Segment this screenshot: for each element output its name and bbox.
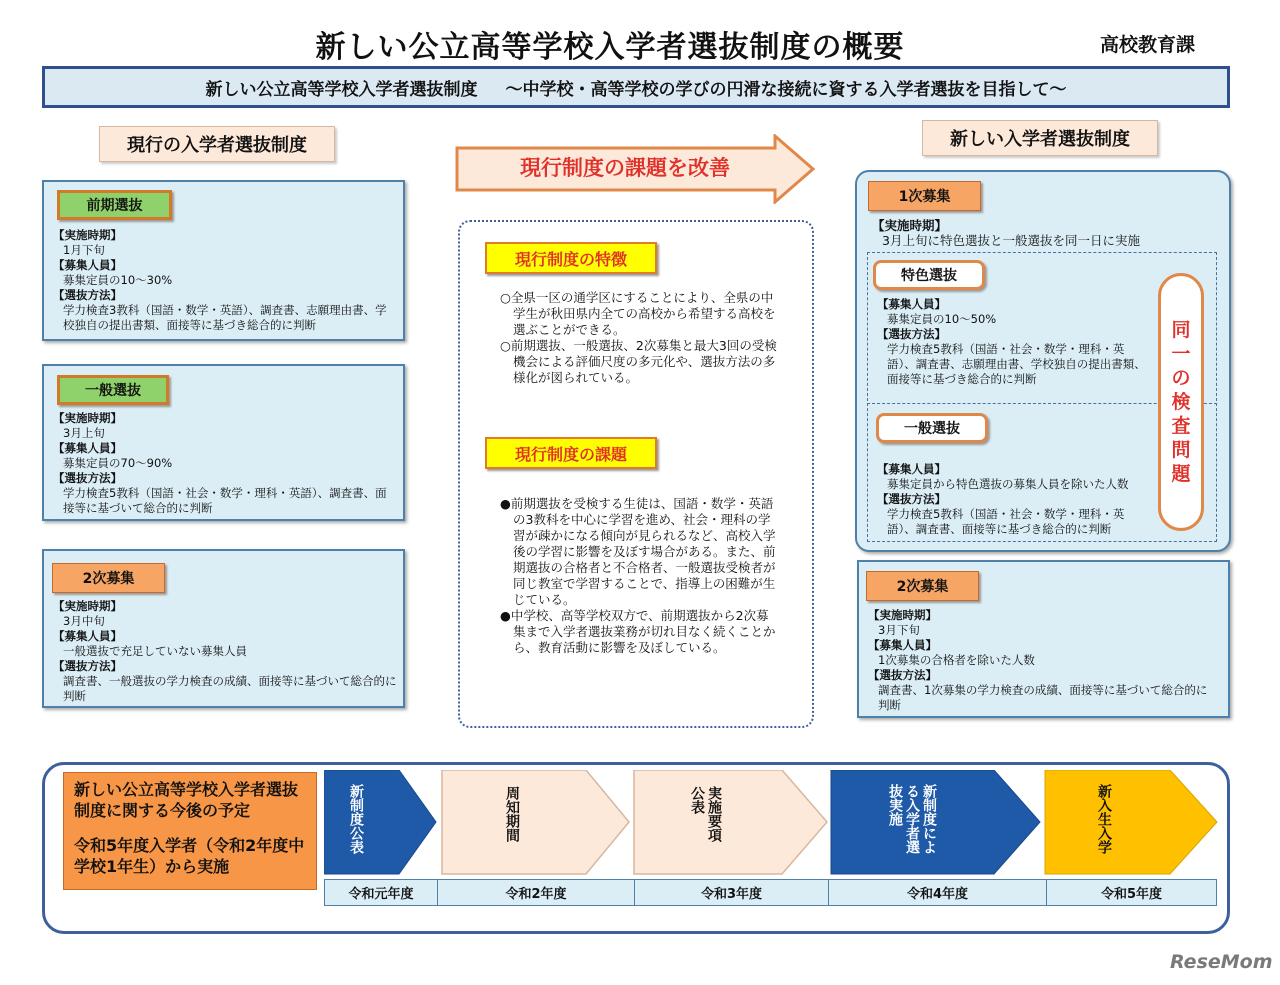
general-v1: 3月上旬 [63,426,105,440]
feature-1: ○全県一区の通学区にすることにより、全県の中学生が秋田県内全ての高校から希望する高校を選ぶことができる。 [500,290,776,337]
step-5-label: 新入生入学 [1096,784,1112,854]
step-4-label: 新制度による入学者選抜実施 [887,784,937,854]
general-v3: 学力検査5教科（国語・社会・数学・理科・英語）、調査書、面接等に基づいて総合的に判断 [63,486,387,515]
schedule-label [63,772,317,890]
step-arrow-2 [442,770,629,874]
department-label: 高校教育課 [1100,34,1196,56]
new-general-h2: 【募集人員】 [877,462,946,476]
same-char-7: 題 [1171,463,1191,485]
new-second-recruit-info [868,608,1218,713]
general-h2: 【募集人員】 [53,441,122,455]
same-char-3: の [1171,367,1191,389]
special-v2: 募集定員の10～50% [887,312,997,326]
improve-arrow-label: 現行制度の課題を改善 [520,156,730,180]
new-second-v2: 1次募集の合格者を除いた人数 [878,653,1035,667]
special-selection-info [877,297,1152,387]
year-1: 令和元年度 [325,880,438,905]
general-selection-tag: 一般選抜 [57,375,169,405]
second-h1: 【実施時期】 [53,599,122,613]
same-char-5: 査 [1171,415,1191,437]
new-second-v3: 調査書、1次募集の学力検査の成績、面接等に基づいて総合的に判断 [878,683,1208,712]
new-general-h3: 【選抜方法】 [877,492,946,506]
early-v2: 募集定員の10～30% [63,273,173,287]
step-arrow-1 [324,770,436,874]
step-3-label: 実施要項公表 [689,786,722,842]
same-exam-badge [1158,273,1204,531]
special-selection-tag: 特色選抜 [873,260,985,290]
early-h1: 【実施時期】 [53,228,122,242]
features-text [500,290,778,386]
new-general-selection-tag: 一般選抜 [876,413,988,443]
special-h3: 【選抜方法】 [877,327,946,341]
general-selection-info [53,411,398,516]
step-arrow-3 [634,770,827,874]
new-general-v3: 学力検査5教科（国語・社会・数学・理科・英語）、調査書、面接等に基づき総合的に判断 [887,507,1125,536]
first-recruit-info [872,218,1212,248]
early-h2: 【募集人員】 [53,258,122,272]
banner-left: 新しい公立高等学校入学者選抜制度 [205,79,478,100]
second-v2: 一般選抜で充足していない募集人員 [63,644,247,658]
year-5: 令和5年度 [1100,887,1163,902]
current-system-label: 現行の入学者選抜制度 [99,126,335,162]
same-char-1: 同 [1171,319,1191,341]
schedule-label-start: 令和5年度入学者（令和2年度中学校1年生）から実施 [74,836,305,876]
general-v2: 募集定員の70～90% [63,456,173,470]
new-general-selection-info [877,462,1152,537]
step-1-label: 新制度公表 [348,784,364,854]
same-char-6: 問 [1171,439,1191,461]
second-h3: 【選抜方法】 [53,659,122,673]
new-second-v1: 3月下旬 [878,623,920,637]
issue-1: ●前期選抜を受検する生徒は、国語・数学・英語の3教科を中心に学習を進め、社会・理科の学習が疎かになる傾向が見られるなど、高校入学後の学習に影響を及ぼす場合がある。また、前期選抜の合格者と不合格者、一般選抜受検者が同じ教室で学習することで、指導上の困難が生じている。 [500,496,776,607]
early-h3: 【選抜方法】 [53,288,122,302]
second-h2: 【募集人員】 [53,629,122,643]
first-v1: 3月上旬に特色選抜と一般選抜を同一日に実施 [882,233,1140,248]
second-v1: 3月中旬 [63,614,105,628]
new-second-h3: 【選抜方法】 [868,668,937,682]
step-2-label: 周知期間 [504,786,520,842]
features-tag: 現行制度の特徴 [485,242,657,274]
issues-text [500,496,780,656]
second-recruit-tag: 2次募集 [52,563,165,593]
subtitle-banner [42,66,1230,108]
new-second-h2: 【募集人員】 [868,638,937,652]
first-h1: 【実施時期】 [872,218,948,233]
resemom-logo: ReseMom [1170,951,1273,973]
second-recruit-info [53,599,398,704]
general-h1: 【実施時期】 [53,411,122,425]
page-title: 新しい公立高等学校入学者選抜制度の概要 [315,30,905,65]
new-general-v2: 募集定員から特色選抜の募集人員を除いた人数 [887,477,1129,491]
general-h3: 【選抜方法】 [53,471,122,485]
second-v3: 調査書、一般選抜の学力検査の成績、面接等に基づいて総合的に判断 [63,674,397,703]
special-h2: 【募集人員】 [877,297,946,311]
new-second-recruit-tag: 2次募集 [866,571,979,601]
early-v3: 学力検査3教科（国語・数学・英語）、調査書、志願理由書、学校独自の提出書類、面接等に基づき総合的に判断 [63,303,387,332]
same-char-2: 一 [1171,343,1191,365]
new-second-h1: 【実施時期】 [868,608,937,622]
early-selection-tag: 前期選抜 [57,190,172,220]
issues-tag: 現行制度の課題 [485,437,657,469]
year-2: 令和2年度 [438,880,635,905]
issue-2: ●中学校、高等学校双方で、前期選抜から2次募集まで入学者選抜業務が切れ目なく続くことから、教育活動に影響を及ぼしている。 [500,608,776,655]
step-arrow-5 [1045,770,1217,874]
schedule-arrows [324,770,1219,880]
early-v1: 1月下旬 [63,243,105,257]
first-recruit-tag: 1次募集 [868,181,981,211]
new-system-label: 新しい入学者選抜制度 [922,120,1158,156]
year-4: 令和4年度 [829,880,1047,905]
early-selection-info [53,228,398,333]
year-3: 令和3年度 [635,880,829,905]
same-char-4: 検 [1171,391,1191,413]
banner-right: ～中学校・高等学校の学びの円滑な接続に資する入学者選抜を目指して～ [505,79,1067,100]
special-v3: 学力検査5教科（国語・社会・数学・理科・英語）、調査書、志願理由書、学校独自の提出書類、面接等に基づき総合的に判断 [887,342,1146,386]
feature-2: ○前期選抜、一般選抜、2次募集と最大3回の受検機会による評価尺度の多元化や、選抜方法の多様化が図られている。 [500,338,777,385]
year-bar [324,879,1217,906]
schedule-label-title: 新しい公立高等学校入学者選抜制度に関する今後の予定 [74,780,299,820]
